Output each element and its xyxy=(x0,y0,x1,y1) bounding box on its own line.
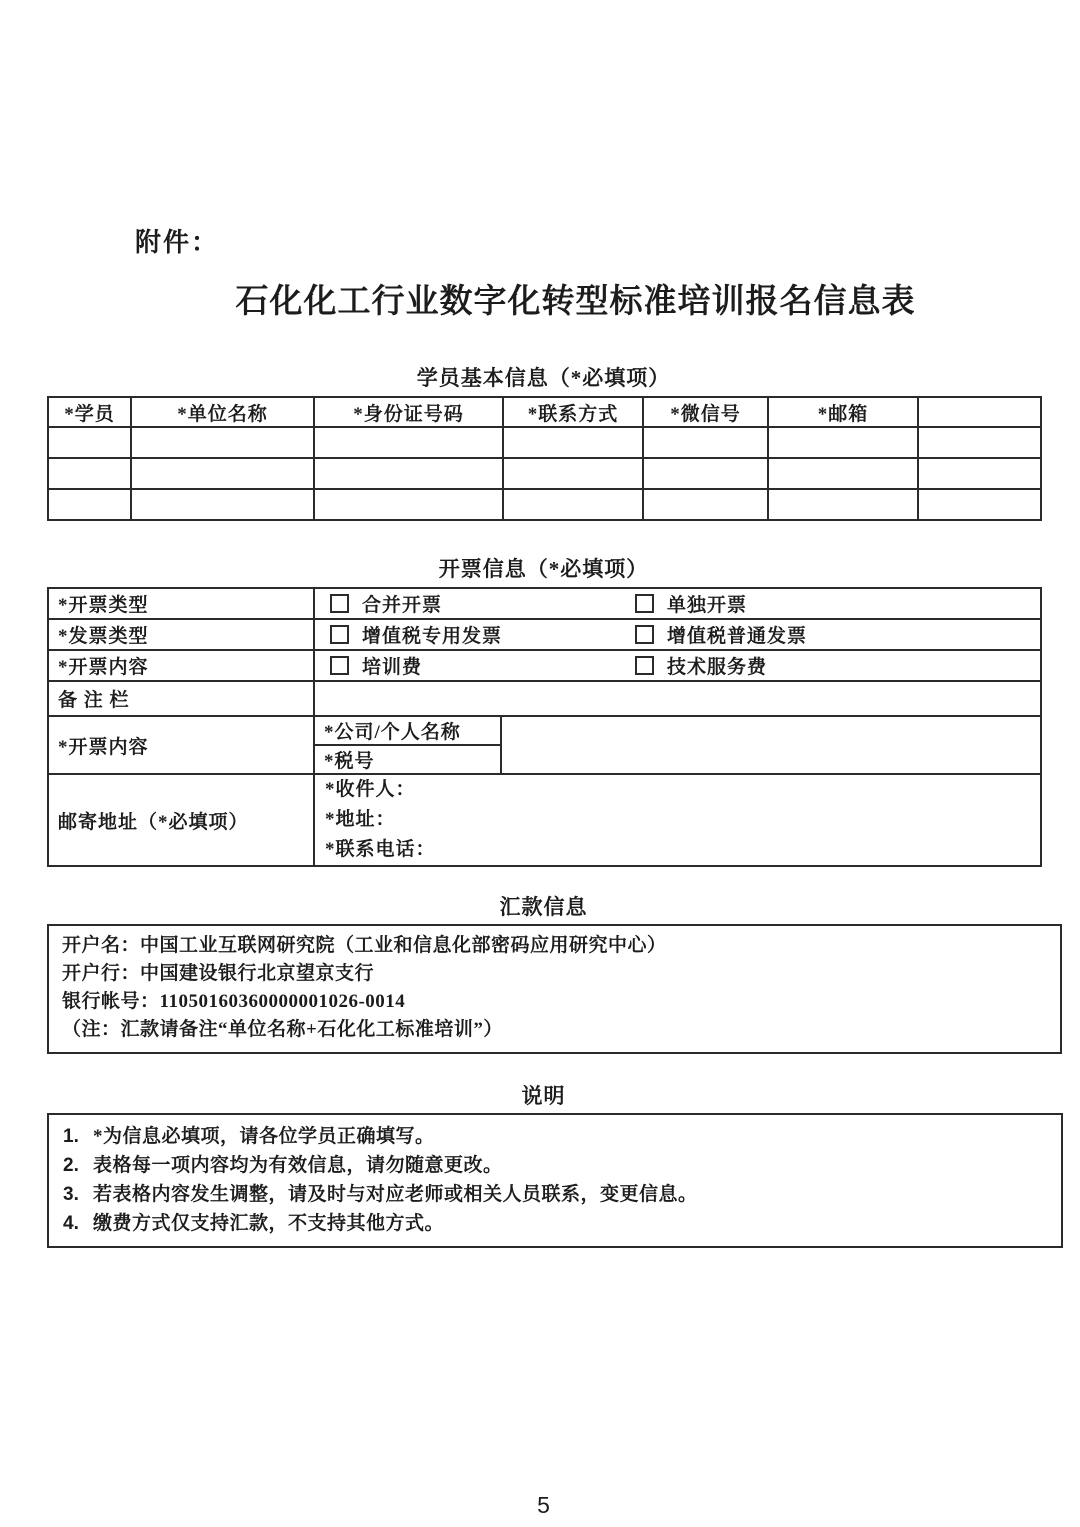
header-id-number: *身份证号码 xyxy=(314,397,503,427)
invoice-category-label: *发票类型 xyxy=(48,619,314,650)
empty-cell xyxy=(768,427,918,458)
header-contact: *联系方式 xyxy=(503,397,643,427)
invoice-category-row xyxy=(48,619,1041,650)
student-row xyxy=(48,489,1041,520)
option-vat-special xyxy=(315,621,620,648)
recipient-label: *收件人： xyxy=(325,779,416,800)
empty-cell xyxy=(314,427,503,458)
option-vat-general xyxy=(620,621,1040,648)
empty-cell xyxy=(768,458,918,489)
empty-cell xyxy=(48,489,131,520)
remit-note-line: （注：汇款请备注“单位名称+石化化工标准培训”） xyxy=(62,1019,503,1040)
note-item xyxy=(63,1122,1051,1151)
empty-cell xyxy=(503,427,643,458)
empty-cell xyxy=(918,489,1041,520)
checkbox-vat-general[interactable] xyxy=(635,625,654,644)
empty-cell xyxy=(131,427,314,458)
empty-cell xyxy=(314,489,503,520)
empty-cell xyxy=(131,489,314,520)
notes-section-title: 说明 xyxy=(521,1084,566,1108)
invoice-detail-label: *开票内容 xyxy=(48,716,314,774)
note-text: 表格每一项内容均为有效信息，请勿随意更改。 xyxy=(93,1155,503,1176)
note-number: 4. xyxy=(63,1213,79,1234)
header-company: *单位名称 xyxy=(131,397,314,427)
account-name-line: 开户名：中国工业互联网研究院（工业和信息化部密码应用研究中心） xyxy=(62,935,667,956)
checkbox-combined-invoice[interactable] xyxy=(330,594,349,613)
remark-empty-cell xyxy=(314,681,1041,716)
option-label: 增值税普通发票 xyxy=(667,626,808,647)
note-number: 2. xyxy=(63,1155,79,1176)
note-text: 缴费方式仅支持汇款，不支持其他方式。 xyxy=(93,1213,445,1234)
option-tech-service-fee xyxy=(620,652,1040,679)
empty-cell xyxy=(643,427,768,458)
invoice-section-title: 开票信息（*必填项） xyxy=(438,557,649,581)
bank-account-line: 银行帐号：11050160360000001026-0014 xyxy=(62,991,406,1012)
notes-box xyxy=(47,1113,1063,1248)
option-label: 单独开票 xyxy=(667,595,748,616)
remark-label: 备 注 栏 xyxy=(48,681,314,716)
header-wechat: *微信号 xyxy=(643,397,768,427)
empty-cell xyxy=(48,458,131,489)
address-label: *地址： xyxy=(325,809,396,830)
option-separate-invoice xyxy=(620,590,1040,617)
header-student: *学员 xyxy=(48,397,131,427)
mailing-address-label: 邮寄地址（*必填项） xyxy=(48,774,314,866)
option-label: 技术服务费 xyxy=(667,657,768,678)
invoice-type-row xyxy=(48,588,1041,619)
student-table xyxy=(47,396,1042,521)
company-tax-value-cell xyxy=(501,716,1041,774)
option-combined-invoice xyxy=(315,590,620,617)
remark-row xyxy=(48,681,1041,716)
tax-number-label: *税号 xyxy=(314,745,501,774)
mailing-address-row xyxy=(48,774,1041,866)
option-label: 增值税专用发票 xyxy=(362,626,503,647)
remittance-section-title: 汇款信息 xyxy=(499,895,588,919)
student-table-header-row xyxy=(48,397,1041,427)
empty-cell xyxy=(314,458,503,489)
note-number: 1. xyxy=(63,1126,79,1147)
student-row xyxy=(48,427,1041,458)
empty-cell xyxy=(918,458,1041,489)
empty-cell xyxy=(643,458,768,489)
note-item xyxy=(63,1151,1051,1180)
note-item xyxy=(63,1180,1051,1209)
phone-label: *联系电话： xyxy=(325,839,436,860)
header-email: *邮箱 xyxy=(768,397,918,427)
note-text: *为信息必填项，请各位学员正确填写。 xyxy=(93,1126,435,1147)
checkbox-vat-special[interactable] xyxy=(330,625,349,644)
header-blank xyxy=(918,397,1041,427)
empty-cell xyxy=(503,458,643,489)
note-text: 若表格内容发生调整，请及时与对应老师或相关人员联系，变更信息。 xyxy=(93,1184,698,1205)
page-number: 5 xyxy=(537,1492,550,1518)
bank-branch-line: 开户行：中国建设银行北京望京支行 xyxy=(62,963,375,984)
checkbox-separate-invoice[interactable] xyxy=(635,594,654,613)
student-row xyxy=(48,458,1041,489)
checkbox-training-fee[interactable] xyxy=(330,656,349,675)
invoice-detail-row-company xyxy=(48,716,1041,745)
invoice-content-row xyxy=(48,650,1041,681)
invoice-type-label: *开票类型 xyxy=(48,588,314,619)
note-item xyxy=(63,1209,1051,1238)
empty-cell xyxy=(768,489,918,520)
remittance-box xyxy=(47,924,1062,1054)
option-label: 培训费 xyxy=(362,657,423,678)
invoice-table xyxy=(47,587,1042,867)
empty-cell xyxy=(48,427,131,458)
invoice-content-label: *开票内容 xyxy=(48,650,314,681)
empty-cell xyxy=(918,427,1041,458)
note-number: 3. xyxy=(63,1184,79,1205)
page-title: 石化化工行业数字化转型标准培训报名信息表 xyxy=(235,282,916,319)
empty-cell xyxy=(643,489,768,520)
company-name-label: *公司/个人名称 xyxy=(314,716,501,745)
student-section-title: 学员基本信息（*必填项） xyxy=(416,366,671,390)
checkbox-tech-service-fee[interactable] xyxy=(635,656,654,675)
empty-cell xyxy=(503,489,643,520)
option-label: 合并开票 xyxy=(362,595,443,616)
option-training-fee xyxy=(315,652,620,679)
empty-cell xyxy=(131,458,314,489)
attachment-label: 附件： xyxy=(135,227,220,257)
